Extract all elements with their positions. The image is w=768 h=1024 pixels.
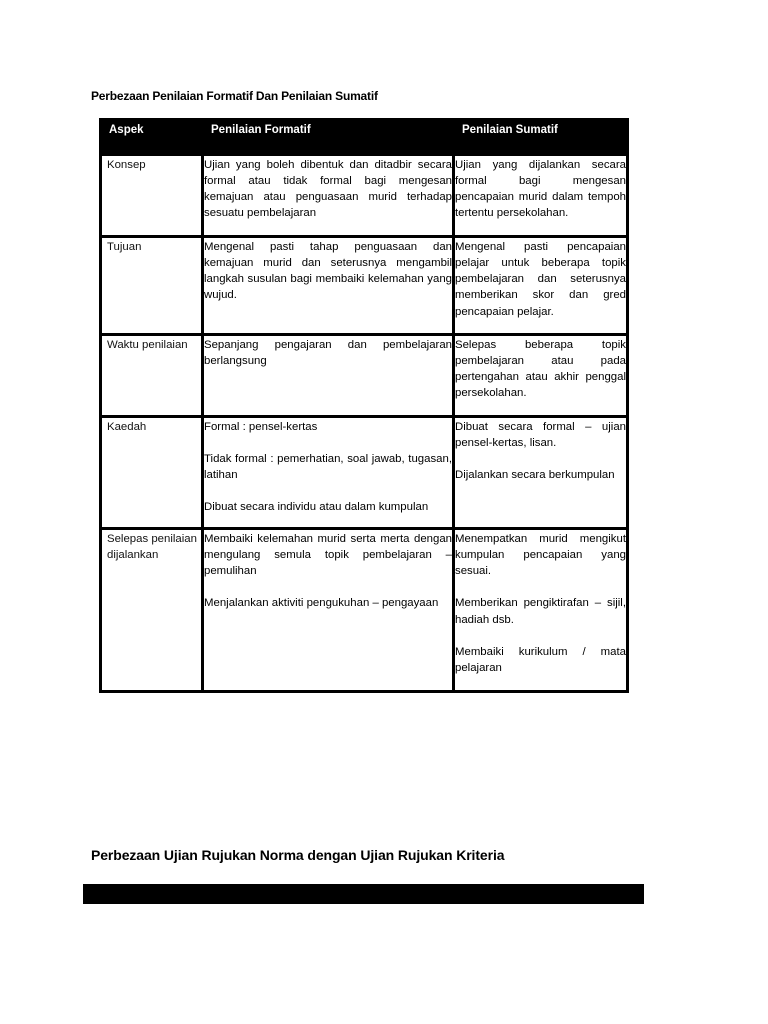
cell-paragraph: Selepas beberapa topik pembelajaran atau pada pertengahan atau akhir penggal persekolahan. <box>455 338 626 400</box>
table-header-bar <box>83 884 644 904</box>
cell-paragraph: Ujian yang dijalankan secara formal bagi mengesan pencapaian murid dalam tempoh tertentu persekolahan. <box>455 158 626 220</box>
sumatif-cell <box>454 334 628 416</box>
formatif-cell <box>203 416 454 528</box>
sumatif-cell <box>454 154 628 236</box>
cell-paragraph: Dijalankan secara berkumpulan <box>455 469 615 482</box>
sumatif-cell <box>454 528 628 691</box>
sumatif-cell <box>454 416 628 528</box>
sumatif-cell <box>454 236 628 334</box>
cell-paragraph: Dibuat secara individu atau dalam kumpulan <box>204 501 429 514</box>
comparison-table <box>99 118 629 693</box>
cell-paragraph: Memberikan pengiktirafan – sijil, hadiah dsb. <box>455 597 626 626</box>
cell-paragraph: Menjalankan aktiviti pengukuhan – pengayaan <box>204 597 439 610</box>
header-aspek: Aspek <box>101 118 203 154</box>
section-title-formatif-sumatif: Perbezaan Penilaian Formatif Dan Penilaian Sumatif <box>91 89 378 103</box>
aspect-cell: Waktu penilaian <box>101 334 203 416</box>
cell-paragraph: Formal : pensel-kertas <box>204 420 318 433</box>
cell-paragraph: Dibuat secara formal – ujian pensel-kertas, lisan. <box>455 420 626 449</box>
formatif-cell <box>203 334 454 416</box>
formatif-cell <box>203 154 454 236</box>
cell-paragraph: Membaiki kelemahan murid serta merta dengan mengulang semula topik pembelajaran – pemulihan <box>204 532 452 578</box>
cell-paragraph: Sepanjang pengajaran dan pembelajaran berlangsung <box>204 338 452 367</box>
formatif-cell <box>203 528 454 691</box>
cell-paragraph: Mengenal pasti tahap penguasaan dan kemajuan murid dan seterusnya mengambil langkah susulan bagi membaiki kelemahan yang wujud. <box>204 240 452 302</box>
formatif-cell <box>203 236 454 334</box>
section-title-norma-kriteria: Perbezaan Ujian Rujukan Norma dengan Ujian Rujukan Kriteria <box>91 847 505 863</box>
table-row <box>101 334 628 416</box>
cell-paragraph: Ujian yang boleh dibentuk dan ditadbir secara formal atau tidak formal bagi mengesan kemajuan atau penguasaan murid terhadap sesuatu pembelajaran <box>204 158 452 220</box>
aspect-cell: Tujuan <box>101 236 203 334</box>
cell-paragraph: Menempatkan murid mengikut kumpulan pencapaian yang sesuai. <box>455 532 626 578</box>
table-row <box>101 528 628 691</box>
table-row <box>101 154 628 236</box>
aspect-cell: Konsep <box>101 154 203 236</box>
table-row <box>101 236 628 334</box>
cell-paragraph: Tidak formal : pemerhatian, soal jawab, tugasan, latihan <box>204 452 452 482</box>
header-penilaian-sumatif: Penilaian Sumatif <box>454 118 628 154</box>
aspect-cell: Selepas penilaian dijalankan <box>101 528 203 691</box>
cell-paragraph: Membaiki kurikulum / mata pelajaran <box>455 645 626 675</box>
header-penilaian-formatif: Penilaian Formatif <box>203 118 454 154</box>
aspect-cell: Kaedah <box>101 416 203 528</box>
table-row <box>101 416 628 528</box>
cell-paragraph: Mengenal pasti pencapaian pelajar untuk beberapa topik pembelajaran dan seterusnya memberikan skor dan gred pencapaian pelajar. <box>455 240 626 318</box>
table-header-row <box>101 118 628 154</box>
